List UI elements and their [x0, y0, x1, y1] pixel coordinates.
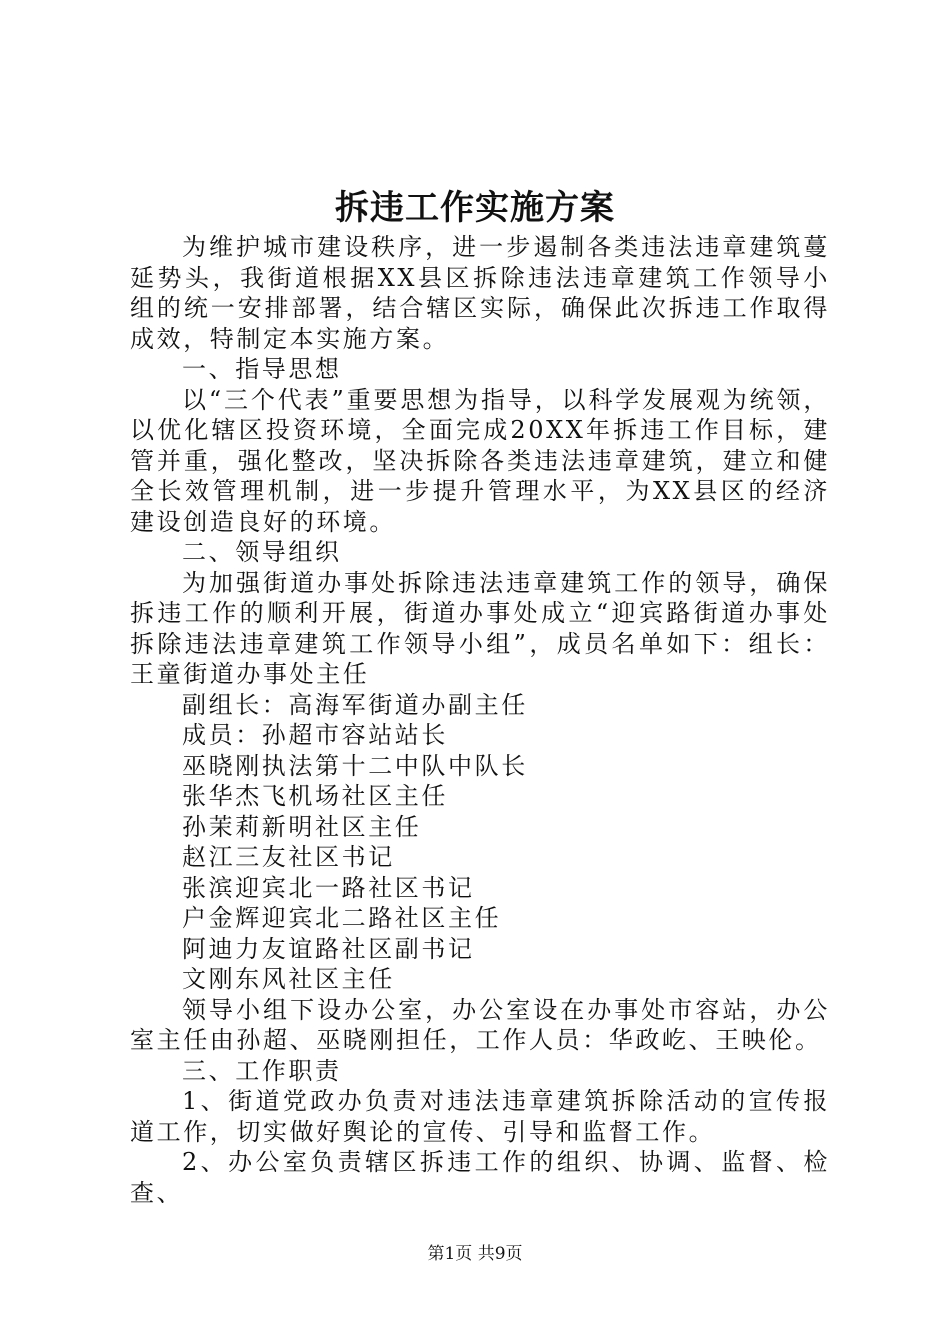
member-item: 成员：孙超市容站站长	[182, 721, 448, 749]
page-number-footer: 第1页 共9页	[427, 1244, 523, 1264]
document-title: 拆违工作实施方案	[335, 188, 615, 228]
section-heading-leadership: 二、领导组织	[182, 538, 342, 566]
member-item: 户金辉迎宾北二路社区主任	[182, 904, 502, 932]
member-item: 巫晓刚执法第十二中队中队长	[182, 751, 528, 780]
member-item: 阿迪力友谊路社区副书记	[182, 934, 475, 963]
member-item: 孙茉莉新明社区主任	[182, 812, 422, 841]
duty-item-2: 2、办公室负责辖区拆违工作的组织、协调、监督、检查、	[130, 1148, 830, 1207]
member-item: 赵江三友社区书记	[182, 843, 395, 871]
member-item: 张华杰飞机场社区主任	[182, 782, 448, 810]
intro-paragraph: 为维护城市建设秩序，进一步遏制各类违法违章建筑蔓延势头，我街道根据XX县区拆除违法违章建筑工作领导小组的统一安排部署，结合辖区实际，确保此次拆违工作取得成效，特制定本实施方案。	[130, 233, 830, 353]
leadership-paragraph: 为加强街道办事处拆除违法违章建筑工作的领导，确保拆违工作的顺利开展，街道办事处成立“迎宾路街道办事处拆除违法违章建筑工作领导小组”，成员名单如下：组长：王童街道办事处主任	[130, 568, 830, 688]
member-item: 文刚东风社区主任	[182, 965, 395, 993]
section-heading-duties: 三、工作职责	[182, 1056, 342, 1085]
guiding-ideology-paragraph: 以“三个代表”重要思想为指导，以科学发展观为统领，以优化辖区投资环境，全面完成20XX年拆违工作目标，建管并重，强化整改，坚决拆除各类违法违章建筑，建立和健全长效管理机制，进一步提升管理水平，为XX县区的经济建设创造良好的环境。	[130, 385, 830, 536]
document-body	[130, 232, 830, 1208]
office-paragraph: 领导小组下设办公室，办公室设在办事处市容站，办公室主任由孙超、巫晓刚担任，工作人员：华政屹、王映伦。	[130, 995, 830, 1054]
section-heading-guiding-ideology: 一、指导思想	[182, 355, 342, 383]
member-item: 张滨迎宾北一路社区书记	[182, 873, 475, 902]
member-list	[130, 690, 830, 995]
member-item: 副组长：高海军街道办副主任	[182, 690, 528, 719]
duty-item-1: 1、街道党政办负责对违法违章建筑拆除活动的宣传报道工作，切实做好舆论的宣传、引导和监督工作。	[130, 1087, 830, 1146]
